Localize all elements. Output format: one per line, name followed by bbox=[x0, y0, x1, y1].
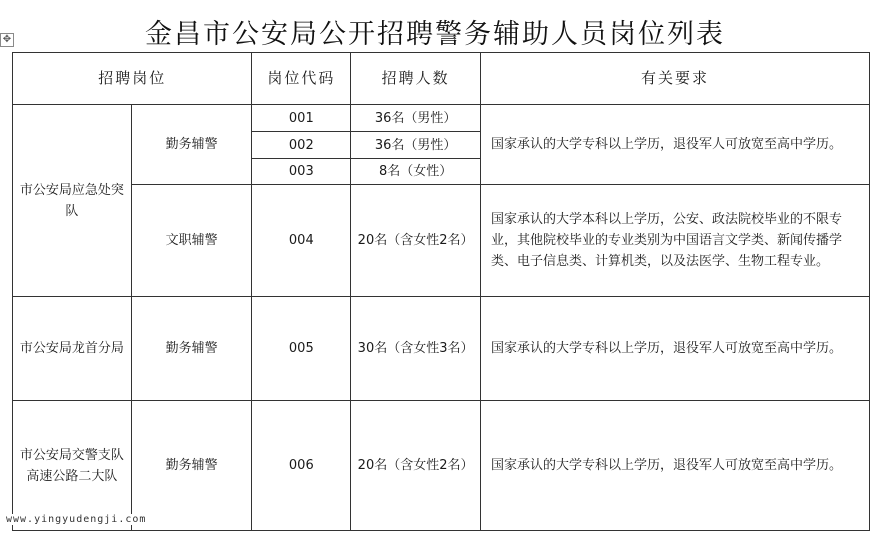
count-cell: 30名（含女性3名） bbox=[351, 297, 481, 401]
requirement-cell: 国家承认的大学专科以上学历，退役军人可放宽至高中学历。 bbox=[480, 401, 869, 531]
post-cell: 文职辅警 bbox=[131, 185, 252, 297]
code-cell: 006 bbox=[252, 401, 351, 531]
code-cell: 003 bbox=[252, 159, 351, 185]
page-title: 金昌市公安局公开招聘警务辅助人员岗位列表 bbox=[145, 19, 725, 50]
code-cell: 005 bbox=[252, 297, 351, 401]
code-cell: 001 bbox=[252, 105, 351, 132]
job-table bbox=[12, 52, 870, 531]
unit-cell: 市公安局应急处突队 bbox=[13, 105, 132, 297]
post-cell: 勤务辅警 bbox=[131, 401, 252, 531]
count-cell: 20名（含女性2名） bbox=[351, 401, 481, 531]
post-cell: 勤务辅警 bbox=[131, 105, 252, 185]
count-cell: 36名（男性） bbox=[351, 132, 481, 159]
count-cell: 20名（含女性2名） bbox=[351, 185, 481, 297]
header-code: 岗位代码 bbox=[252, 53, 351, 105]
requirement-cell: 国家承认的大学专科以上学历，退役军人可放宽至高中学历。 bbox=[480, 297, 869, 401]
header-position: 招聘岗位 bbox=[13, 53, 252, 105]
code-cell: 002 bbox=[252, 132, 351, 159]
post-cell: 勤务辅警 bbox=[131, 297, 252, 401]
requirement-cell: 国家承认的大学专科以上学历，退役军人可放宽至高中学历。 bbox=[480, 105, 869, 185]
header-requirement: 有关要求 bbox=[480, 53, 869, 105]
unit-cell: 市公安局交警支队高速公路二大队 bbox=[13, 401, 132, 531]
header-count: 招聘人数 bbox=[351, 53, 481, 105]
code-cell: 004 bbox=[252, 185, 351, 297]
unit-cell: 市公安局龙首分局 bbox=[13, 297, 132, 401]
count-cell: 8名（女性） bbox=[351, 159, 481, 185]
count-cell: 36名（男性） bbox=[351, 105, 481, 132]
move-icon[interactable]: ✥ bbox=[0, 33, 14, 47]
requirement-cell: 国家承认的大学本科以上学历，公安、政法院校毕业的不限专业，其他院校毕业的专业类别为中国语言文学类、新闻传播学类、电子信息类、计算机类，以及法医学、生物工程专业。 bbox=[480, 185, 869, 297]
watermark: www.yingyudengji.com bbox=[6, 514, 147, 525]
